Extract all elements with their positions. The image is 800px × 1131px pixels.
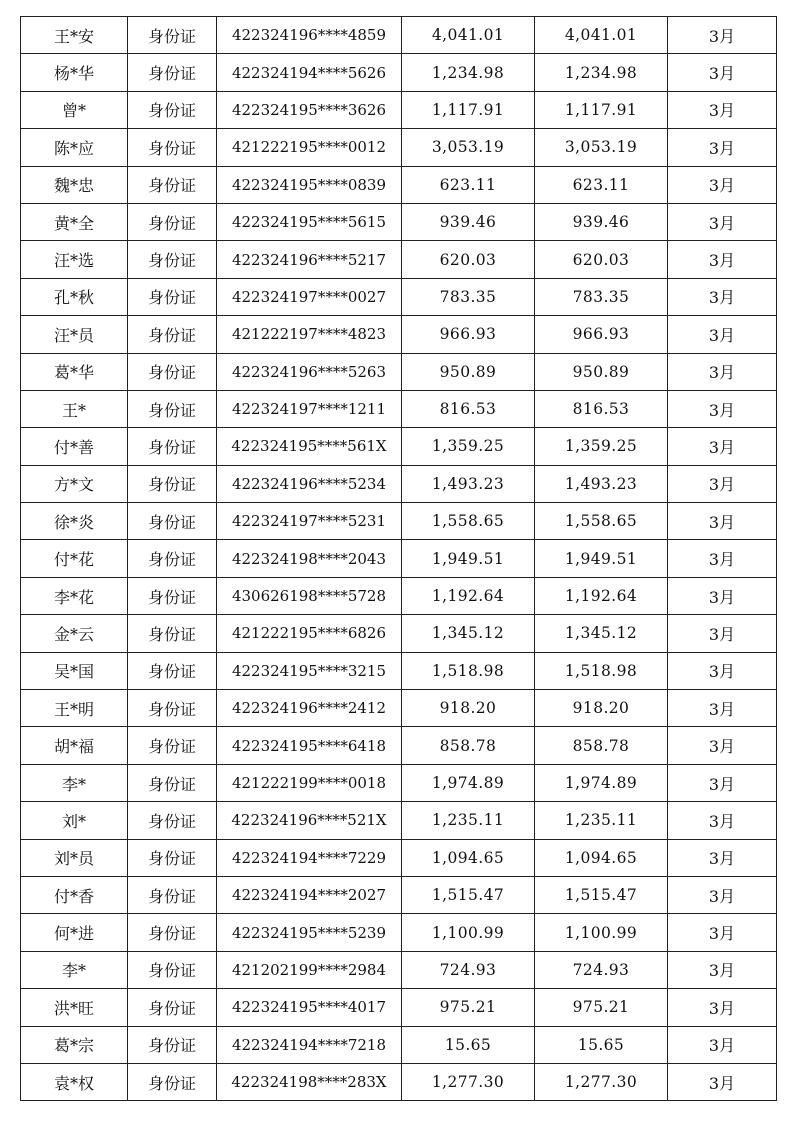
month-cell: 3月 <box>668 241 777 278</box>
id-type-cell: 身份证 <box>128 727 217 764</box>
amount-paid-cell: 1,234.98 <box>535 54 668 91</box>
amount-cell: 1,515.47 <box>402 876 535 913</box>
table-row <box>21 91 777 128</box>
id-type-cell: 身份证 <box>128 17 217 54</box>
month-cell: 3月 <box>668 390 777 427</box>
id-type-cell: 身份证 <box>128 278 217 315</box>
table-row <box>21 278 777 315</box>
table-row <box>21 727 777 764</box>
id-type-cell: 身份证 <box>128 876 217 913</box>
id-type-cell: 身份证 <box>128 1063 217 1100</box>
amount-cell: 1,949.51 <box>402 540 535 577</box>
amount-cell: 1,192.64 <box>402 577 535 614</box>
name-cell: 刘*员 <box>21 839 128 876</box>
name-cell: 葛*华 <box>21 353 128 390</box>
name-cell: 李* <box>21 951 128 988</box>
id-number-cell: 422324196****5263 <box>217 353 402 390</box>
table-row <box>21 316 777 353</box>
name-cell: 杨*华 <box>21 54 128 91</box>
table-row <box>21 465 777 502</box>
id-number-cell: 422324195****3626 <box>217 91 402 128</box>
name-cell: 曾* <box>21 91 128 128</box>
id-number-cell: 422324194****2027 <box>217 876 402 913</box>
name-cell: 陈*应 <box>21 129 128 166</box>
amount-cell: 966.93 <box>402 316 535 353</box>
id-type-cell: 身份证 <box>128 129 217 166</box>
amount-cell: 623.11 <box>402 166 535 203</box>
id-type-cell: 身份证 <box>128 503 217 540</box>
id-type-cell: 身份证 <box>128 951 217 988</box>
table-row <box>21 17 777 54</box>
table-row <box>21 54 777 91</box>
amount-paid-cell: 1,949.51 <box>535 540 668 577</box>
month-cell: 3月 <box>668 540 777 577</box>
id-number-cell: 422324194****7218 <box>217 1026 402 1063</box>
id-type-cell: 身份证 <box>128 839 217 876</box>
table-row <box>21 540 777 577</box>
name-cell: 金*云 <box>21 615 128 652</box>
amount-cell: 724.93 <box>402 951 535 988</box>
month-cell: 3月 <box>668 503 777 540</box>
month-cell: 3月 <box>668 203 777 240</box>
table-row <box>21 802 777 839</box>
amount-paid-cell: 975.21 <box>535 989 668 1026</box>
amount-cell: 950.89 <box>402 353 535 390</box>
table-row <box>21 615 777 652</box>
month-cell: 3月 <box>668 1026 777 1063</box>
table-row <box>21 503 777 540</box>
id-type-cell: 身份证 <box>128 540 217 577</box>
amount-cell: 1,359.25 <box>402 428 535 465</box>
id-number-cell: 422324195****6418 <box>217 727 402 764</box>
table-row <box>21 129 777 166</box>
amount-paid-cell: 1,094.65 <box>535 839 668 876</box>
amount-cell: 1,277.30 <box>402 1063 535 1100</box>
amount-cell: 1,974.89 <box>402 764 535 801</box>
id-type-cell: 身份证 <box>128 802 217 839</box>
id-number-cell: 422324195****0839 <box>217 166 402 203</box>
amount-paid-cell: 1,192.64 <box>535 577 668 614</box>
month-cell: 3月 <box>668 839 777 876</box>
amount-paid-cell: 966.93 <box>535 316 668 353</box>
table-row <box>21 1063 777 1100</box>
month-cell: 3月 <box>668 615 777 652</box>
id-number-cell: 422324198****2043 <box>217 540 402 577</box>
id-type-cell: 身份证 <box>128 241 217 278</box>
month-cell: 3月 <box>668 764 777 801</box>
amount-paid-cell: 1,974.89 <box>535 764 668 801</box>
amount-cell: 1,100.99 <box>402 914 535 951</box>
month-cell: 3月 <box>668 428 777 465</box>
table-row <box>21 876 777 913</box>
id-number-cell: 422324197****0027 <box>217 278 402 315</box>
id-number-cell: 430626198****5728 <box>217 577 402 614</box>
month-cell: 3月 <box>668 1063 777 1100</box>
name-cell: 付*香 <box>21 876 128 913</box>
name-cell: 李*花 <box>21 577 128 614</box>
name-cell: 汪*员 <box>21 316 128 353</box>
id-number-cell: 421202199****2984 <box>217 951 402 988</box>
id-type-cell: 身份证 <box>128 690 217 727</box>
amount-cell: 939.46 <box>402 203 535 240</box>
amount-paid-cell: 816.53 <box>535 390 668 427</box>
id-type-cell: 身份证 <box>128 91 217 128</box>
amount-paid-cell: 783.35 <box>535 278 668 315</box>
id-number-cell: 422324195****5239 <box>217 914 402 951</box>
name-cell: 袁*权 <box>21 1063 128 1100</box>
id-number-cell: 422324198****283X <box>217 1063 402 1100</box>
table-row <box>21 390 777 427</box>
table-row <box>21 1026 777 1063</box>
id-number-cell: 422324196****2412 <box>217 690 402 727</box>
id-type-cell: 身份证 <box>128 465 217 502</box>
table-row <box>21 951 777 988</box>
amount-cell: 1,094.65 <box>402 839 535 876</box>
id-number-cell: 422324196****521X <box>217 802 402 839</box>
name-cell: 王* <box>21 390 128 427</box>
month-cell: 3月 <box>668 727 777 764</box>
amount-paid-cell: 724.93 <box>535 951 668 988</box>
amount-paid-cell: 1,277.30 <box>535 1063 668 1100</box>
amount-cell: 918.20 <box>402 690 535 727</box>
id-type-cell: 身份证 <box>128 428 217 465</box>
amount-paid-cell: 623.11 <box>535 166 668 203</box>
amount-paid-cell: 950.89 <box>535 353 668 390</box>
name-cell: 洪*旺 <box>21 989 128 1026</box>
amount-cell: 975.21 <box>402 989 535 1026</box>
id-number-cell: 421222199****0018 <box>217 764 402 801</box>
amount-cell: 4,041.01 <box>402 17 535 54</box>
id-number-cell: 422324197****5231 <box>217 503 402 540</box>
amount-paid-cell: 1,558.65 <box>535 503 668 540</box>
amount-paid-cell: 15.65 <box>535 1026 668 1063</box>
name-cell: 汪*选 <box>21 241 128 278</box>
id-type-cell: 身份证 <box>128 54 217 91</box>
name-cell: 黄*全 <box>21 203 128 240</box>
payment-table <box>20 16 777 1101</box>
month-cell: 3月 <box>668 353 777 390</box>
id-type-cell: 身份证 <box>128 390 217 427</box>
id-number-cell: 422324196****5217 <box>217 241 402 278</box>
name-cell: 李* <box>21 764 128 801</box>
amount-paid-cell: 1,493.23 <box>535 465 668 502</box>
id-number-cell: 422324195****561X <box>217 428 402 465</box>
amount-paid-cell: 3,053.19 <box>535 129 668 166</box>
month-cell: 3月 <box>668 577 777 614</box>
amount-cell: 816.53 <box>402 390 535 427</box>
id-number-cell: 422324194****7229 <box>217 839 402 876</box>
name-cell: 方*文 <box>21 465 128 502</box>
name-cell: 何*进 <box>21 914 128 951</box>
month-cell: 3月 <box>668 17 777 54</box>
id-type-cell: 身份证 <box>128 203 217 240</box>
amount-cell: 858.78 <box>402 727 535 764</box>
amount-paid-cell: 1,345.12 <box>535 615 668 652</box>
amount-cell: 1,235.11 <box>402 802 535 839</box>
amount-cell: 1,558.65 <box>402 503 535 540</box>
table-row <box>21 690 777 727</box>
month-cell: 3月 <box>668 951 777 988</box>
id-type-cell: 身份证 <box>128 353 217 390</box>
month-cell: 3月 <box>668 914 777 951</box>
table-row <box>21 577 777 614</box>
name-cell: 葛*宗 <box>21 1026 128 1063</box>
id-number-cell: 422324196****4859 <box>217 17 402 54</box>
month-cell: 3月 <box>668 876 777 913</box>
name-cell: 王*明 <box>21 690 128 727</box>
name-cell: 孔*秋 <box>21 278 128 315</box>
table-row <box>21 166 777 203</box>
id-type-cell: 身份证 <box>128 1026 217 1063</box>
month-cell: 3月 <box>668 91 777 128</box>
id-number-cell: 422324194****5626 <box>217 54 402 91</box>
id-type-cell: 身份证 <box>128 316 217 353</box>
id-number-cell: 422324195****5615 <box>217 203 402 240</box>
amount-paid-cell: 1,518.98 <box>535 652 668 689</box>
amount-paid-cell: 620.03 <box>535 241 668 278</box>
document-page <box>20 16 777 1101</box>
table-row <box>21 839 777 876</box>
amount-paid-cell: 1,235.11 <box>535 802 668 839</box>
amount-paid-cell: 1,359.25 <box>535 428 668 465</box>
table-row <box>21 241 777 278</box>
id-number-cell: 422324195****3215 <box>217 652 402 689</box>
amount-paid-cell: 939.46 <box>535 203 668 240</box>
id-number-cell: 421222197****4823 <box>217 316 402 353</box>
amount-paid-cell: 1,117.91 <box>535 91 668 128</box>
month-cell: 3月 <box>668 465 777 502</box>
month-cell: 3月 <box>668 166 777 203</box>
table-row <box>21 203 777 240</box>
month-cell: 3月 <box>668 54 777 91</box>
name-cell: 魏*忠 <box>21 166 128 203</box>
month-cell: 3月 <box>668 802 777 839</box>
amount-cell: 1,493.23 <box>402 465 535 502</box>
id-type-cell: 身份证 <box>128 764 217 801</box>
id-number-cell: 421222195****6826 <box>217 615 402 652</box>
month-cell: 3月 <box>668 129 777 166</box>
table-row <box>21 914 777 951</box>
amount-cell: 3,053.19 <box>402 129 535 166</box>
id-type-cell: 身份证 <box>128 914 217 951</box>
amount-paid-cell: 4,041.01 <box>535 17 668 54</box>
name-cell: 胡*福 <box>21 727 128 764</box>
amount-paid-cell: 1,515.47 <box>535 876 668 913</box>
name-cell: 付*善 <box>21 428 128 465</box>
name-cell: 吴*国 <box>21 652 128 689</box>
id-type-cell: 身份证 <box>128 166 217 203</box>
table-row <box>21 764 777 801</box>
amount-cell: 620.03 <box>402 241 535 278</box>
amount-cell: 1,518.98 <box>402 652 535 689</box>
id-type-cell: 身份证 <box>128 577 217 614</box>
month-cell: 3月 <box>668 316 777 353</box>
table-row <box>21 652 777 689</box>
table-body <box>21 17 777 1101</box>
name-cell: 徐*炎 <box>21 503 128 540</box>
amount-cell: 1,117.91 <box>402 91 535 128</box>
amount-paid-cell: 1,100.99 <box>535 914 668 951</box>
month-cell: 3月 <box>668 652 777 689</box>
table-row <box>21 989 777 1026</box>
id-type-cell: 身份证 <box>128 652 217 689</box>
month-cell: 3月 <box>668 690 777 727</box>
name-cell: 王*安 <box>21 17 128 54</box>
month-cell: 3月 <box>668 278 777 315</box>
id-number-cell: 422324195****4017 <box>217 989 402 1026</box>
amount-paid-cell: 858.78 <box>535 727 668 764</box>
id-type-cell: 身份证 <box>128 615 217 652</box>
name-cell: 刘* <box>21 802 128 839</box>
id-type-cell: 身份证 <box>128 989 217 1026</box>
month-cell: 3月 <box>668 989 777 1026</box>
amount-cell: 15.65 <box>402 1026 535 1063</box>
table-row <box>21 353 777 390</box>
amount-cell: 783.35 <box>402 278 535 315</box>
id-number-cell: 422324196****5234 <box>217 465 402 502</box>
name-cell: 付*花 <box>21 540 128 577</box>
amount-cell: 1,345.12 <box>402 615 535 652</box>
id-number-cell: 422324197****1211 <box>217 390 402 427</box>
amount-cell: 1,234.98 <box>402 54 535 91</box>
amount-paid-cell: 918.20 <box>535 690 668 727</box>
id-number-cell: 421222195****0012 <box>217 129 402 166</box>
table-row <box>21 428 777 465</box>
